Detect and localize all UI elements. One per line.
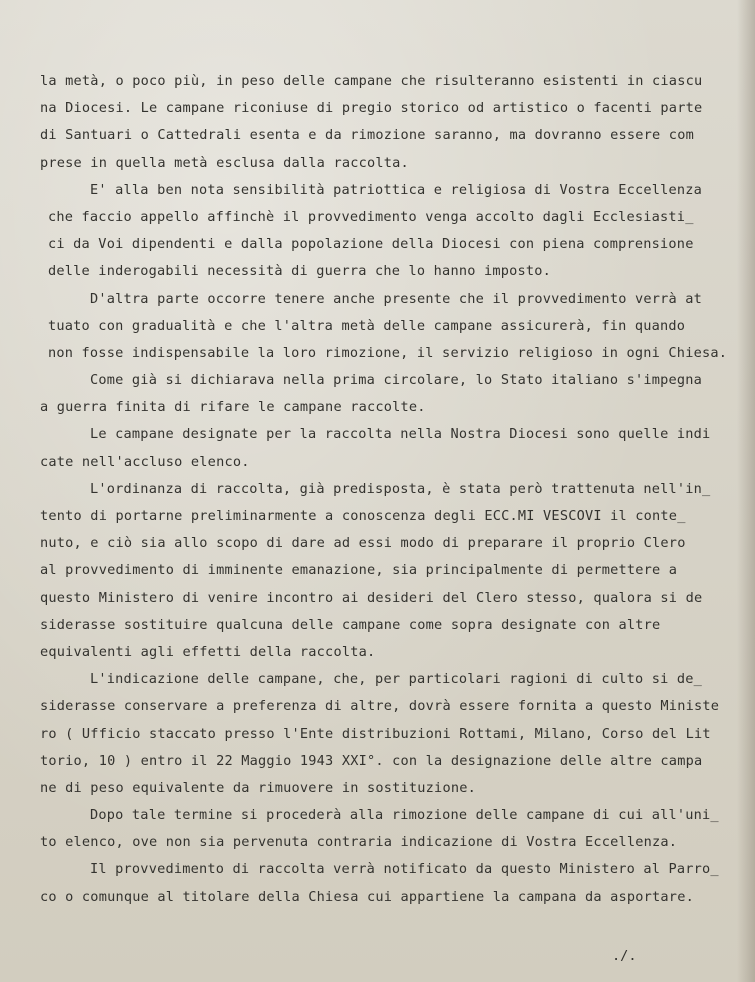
text-line: delle inderogabili necessità di guerra che lo hanno imposto.	[48, 263, 552, 280]
text-line: equivalenti agli effetti della raccolta.	[40, 643, 376, 660]
paragraph-start-line: E' alla ben nota sensibilità patriottica e religiosa di Vostra Eccellenza	[90, 181, 703, 198]
text-line: questo Ministero di venire incontro ai desideri del Clero stesso, qualora si de	[40, 589, 703, 606]
text-line: la metà, o poco più, in peso delle campane che risulteranno esistenti in ciascu	[40, 73, 703, 89]
text-line: tento di portarne preliminarmente a conoscenza degli ECC.MI VESCOVI il conte_	[40, 508, 686, 524]
paragraph-start-line: Dopo tale termine si procederà alla rimozione delle campane di cui all'uni_	[90, 807, 719, 824]
paragraph-start-line: Come già si dichiarava nella prima circolare, lo Stato italiano s'impegna	[90, 372, 703, 389]
paragraph-start-line: L'ordinanza di raccolta, già predisposta, è stata però trattenuta nell'in_	[90, 480, 711, 497]
paragraph-start-line: Le campane designate per la raccolta nella Nostra Diocesi sono quelle indi	[90, 426, 711, 443]
text-line: ci da Voi dipendenti e dalla popolazione della Diocesi con piena comprensione	[48, 236, 694, 253]
text-line: ro ( Ufficio staccato presso l'Ente distribuzioni Rottami, Milano, Corso del Lit	[40, 725, 711, 742]
text-line: torio, 10 ) entro il 22 Maggio 1943 XXI°. con la designazione delle altre campa	[40, 752, 703, 769]
text-line: a guerra finita di rifare le campane raccolte.	[40, 399, 426, 416]
paragraph-start-line: L'indicazione delle campane, che, per particolari ragioni di culto si de_	[90, 671, 703, 688]
text-line: di Santuari o Cattedrali esenta e da rimozione saranno, ma dovranno essere com	[40, 127, 694, 144]
text-line: nuto, e ciò sia allo scopo di dare ad essi modo di preparare il proprio Clero	[40, 535, 686, 552]
paragraph-start-line: Il provvedimento di raccolta verrà notificato da questo Ministero al Parro_	[90, 861, 719, 878]
continuation-mark: ./.	[612, 948, 637, 964]
text-line: siderasse sostituire qualcuna delle campane come sopra designate con altre	[40, 616, 661, 633]
text-line: non fosse indispensabile la loro rimozione, il servizio religioso in ogni Chiesa.	[48, 344, 728, 361]
text-line: ne di peso equivalente da rimuovere in sostituzione.	[40, 779, 476, 796]
text-line: to elenco, ove non sia pervenuta contraria indicazione di Vostra Eccellenza.	[40, 834, 678, 851]
text-line: cate nell'accluso elenco.	[40, 453, 250, 470]
text-line: che faccio appello affinchè il provvedimento venga accolto dagli Ecclesiasti_	[48, 208, 694, 225]
text-line: prese in quella metà esclusa dalla raccolta.	[40, 154, 409, 171]
letter-body	[40, 68, 740, 911]
text-line: co o comunque al titolare della Chiesa cui appartiene la campana da asportare.	[40, 888, 694, 905]
text-line: na Diocesi. Le campane riconiuse di pregio storico od artistico o facenti parte	[40, 100, 703, 117]
text-line: siderasse conservare a preferenza di altre, dovrà essere fornita a questo Ministe	[40, 698, 720, 715]
text-line: tuato con gradualità e che l'altra metà delle campane assicurerà, fin quando	[48, 317, 686, 334]
text-line: al provvedimento di imminente emanazione, sia principalmente di permettere a	[40, 562, 678, 579]
paragraph-start-line: D'altra parte occorre tenere anche presente che il provvedimento verrà at	[90, 290, 703, 307]
